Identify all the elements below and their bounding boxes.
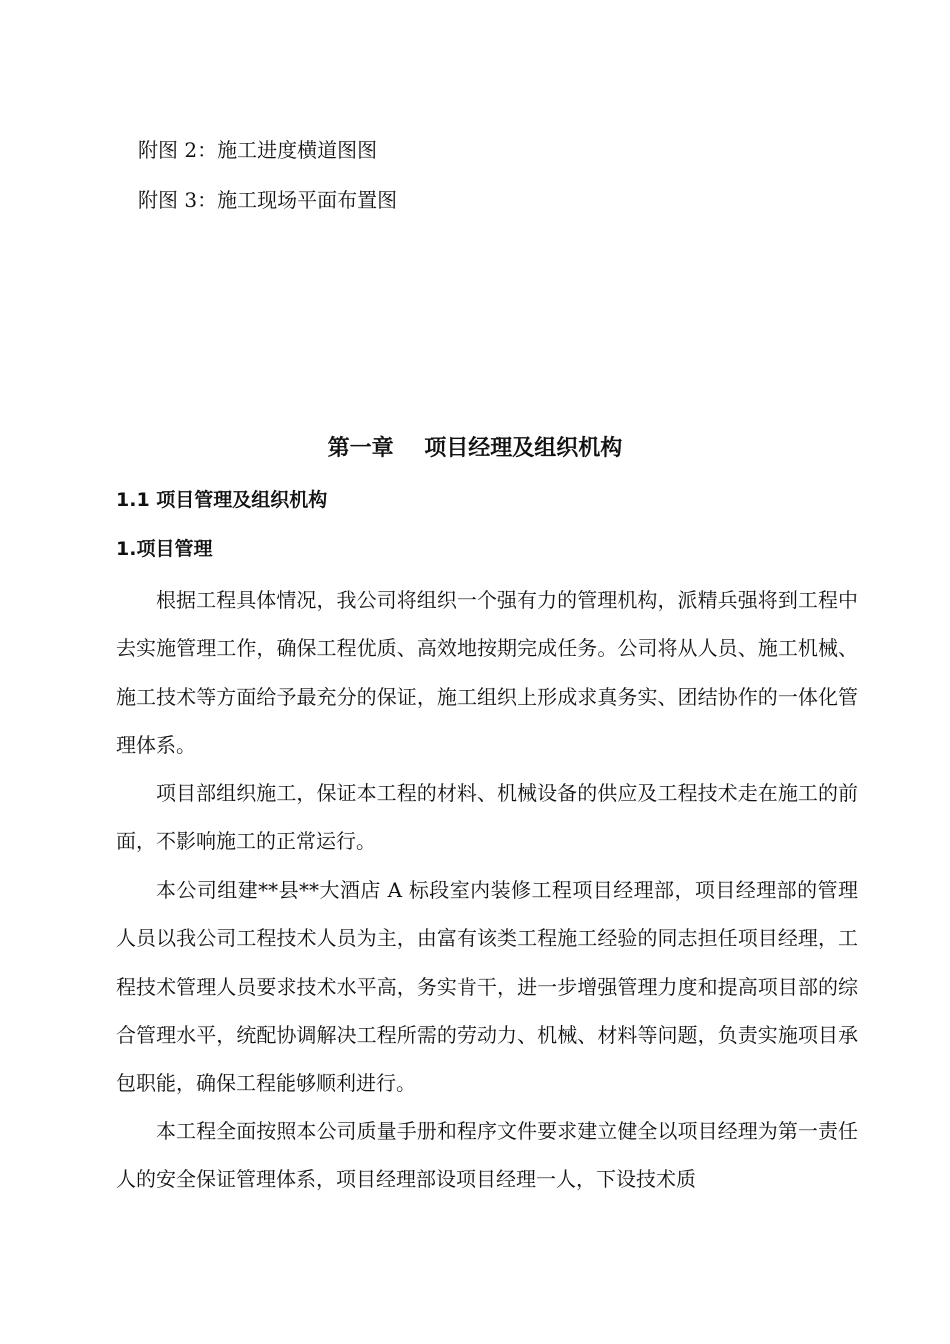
body-paragraph-2: 项目部组织施工，保证本工程的材料、机械设备的供应及工程技术走在施工的前面，不影响施工的正常运行。 bbox=[116, 781, 858, 854]
appendix-item-3: 附图 3：施工现场平面布置图 bbox=[138, 188, 398, 212]
appendix-item-2: 附图 2：施工进度横道图图 bbox=[138, 138, 378, 162]
section-heading: 1.1 项目管理及组织机构 bbox=[116, 489, 328, 511]
body-paragraph-4: 本工程全面按照本公司质量手册和程序文件要求建立健全以项目经理为第一责任人的安全保证管理体系，项目经理部设项目经理一人，下设技术质 bbox=[116, 1119, 858, 1192]
body-paragraph-3: 本公司组建**县**大酒店 A 标段室内装修工程项目经理部，项目经理部的管理人员以我公司工程技术人员为主，由富有该类工程施工经验的同志担任项目经理，工程技术管理人员要求技术水平高，务实肯干，进一步增强管理力度和提高项目部的综合管理水平，统配协调解决工程所需的劳动力、机械、材料等问题，负责实施项目承包职能，确保工程能够顺利进行。 bbox=[116, 878, 858, 1096]
chapter-title: 第一章 项目经理及组织机构 bbox=[327, 436, 623, 461]
subsection-heading: 1.项目管理 bbox=[116, 538, 213, 560]
body-paragraph-1: 根据工程具体情况，我公司将组织一个强有力的管理机构，派精兵强将到工程中去实施管理工作，确保工程优质、高效地按期完成任务。公司将从人员、施工机械、施工技术等方面给予最充分的保证，施工组织上形成求真务实、团结协作的一体化管理体系。 bbox=[116, 588, 858, 757]
